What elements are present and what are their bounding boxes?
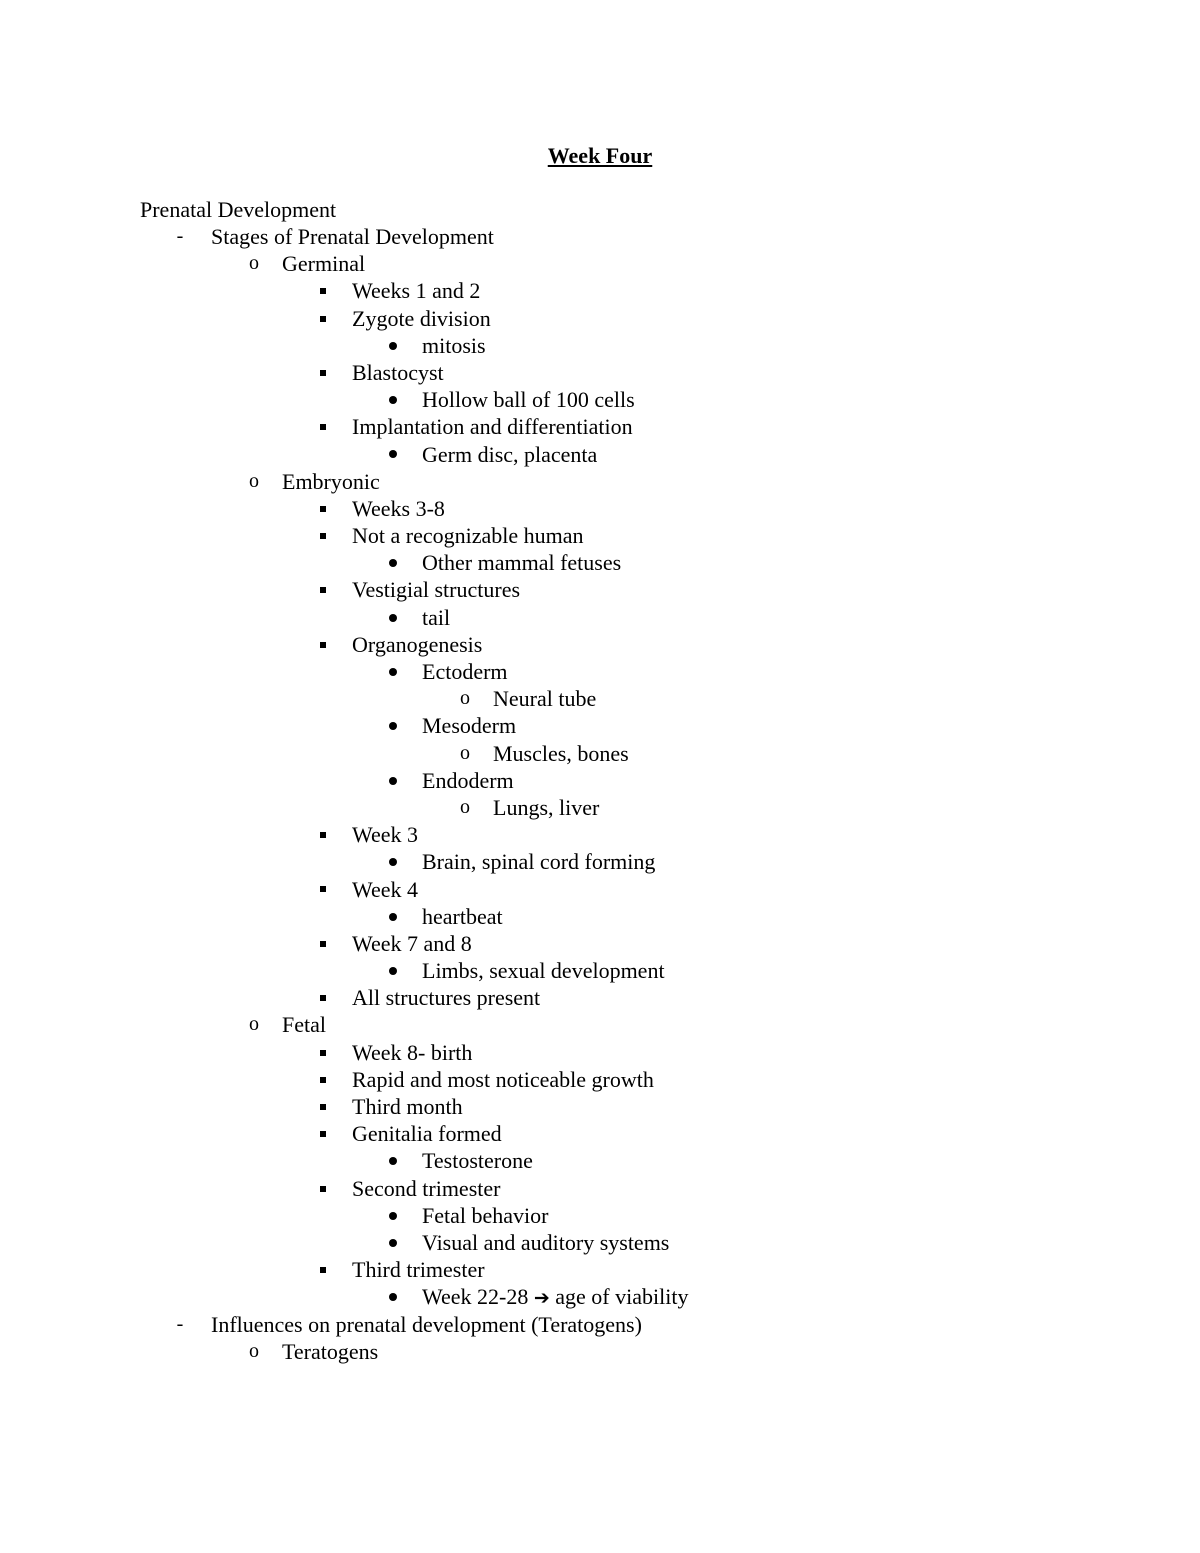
outline-item-label: Vestigial structures — [352, 577, 521, 603]
outline-item-label: Second trimester — [352, 1175, 501, 1201]
outline-item — [0, 712, 1200, 739]
outline-item-text — [422, 604, 450, 631]
outline-item-label: Week 4 — [352, 876, 419, 902]
outline-item — [0, 1311, 1200, 1338]
outline-item-text — [282, 468, 380, 495]
outline-item-label: mitosis — [422, 332, 486, 358]
circle-bullet-icon: o — [460, 741, 470, 764]
square-bullet-icon — [313, 576, 333, 603]
square-bullet-icon — [313, 413, 333, 440]
disc-bullet-icon — [383, 903, 403, 930]
outline-item — [0, 957, 1200, 984]
dash-bullet-icon: - — [176, 225, 184, 247]
outline-item — [0, 658, 1200, 685]
outline-item — [0, 1175, 1200, 1202]
right-arrow-icon: ➔ — [533, 1287, 550, 1310]
outline-item-label: Organogenesis — [352, 631, 483, 657]
outline-item-label: Muscles, bones — [493, 740, 629, 766]
outline-item — [0, 250, 1200, 277]
disc-bullet-icon — [383, 848, 403, 875]
outline-item-text — [422, 1147, 533, 1174]
outline-item-label: Germinal — [282, 251, 366, 277]
outline-item — [0, 468, 1200, 495]
outline-item-text — [422, 386, 635, 413]
outline-item-label: Genitalia formed — [352, 1121, 502, 1147]
square-bullet-icon — [313, 876, 333, 903]
dash-bullet-icon: - — [176, 1312, 184, 1335]
square-bullet-icon — [313, 1120, 333, 1147]
outline-item — [0, 441, 1200, 468]
outline-item-text — [352, 359, 444, 386]
outline-item — [0, 223, 1200, 250]
outline-item — [0, 1202, 1200, 1229]
outline-item-label: Testosterone — [422, 1148, 533, 1174]
outline-item-text — [352, 277, 480, 304]
outline-item-label: Weeks 3-8 — [352, 495, 445, 521]
outline-item — [0, 1066, 1200, 1093]
square-bullet-icon — [313, 821, 333, 848]
outline-item — [0, 359, 1200, 386]
circle-bullet-icon: o — [249, 1013, 259, 1036]
outline-item-text — [422, 712, 516, 739]
outline-item-label: Implantation and differentiation — [352, 414, 633, 440]
outline-item-label: Fetal behavior — [422, 1202, 549, 1228]
outline-item-text — [282, 250, 365, 277]
square-bullet-icon — [313, 631, 333, 658]
outline-item-label: Lungs, liver — [493, 794, 600, 820]
disc-bullet-icon — [383, 1202, 403, 1229]
outline-item-label: All structures present — [352, 985, 541, 1011]
outline-item-text — [422, 1229, 669, 1256]
section-heading: Prenatal Development — [140, 197, 337, 222]
outline-item-text — [422, 332, 486, 359]
outline-item — [0, 332, 1200, 359]
outline-item-text — [352, 576, 520, 603]
outline-item-label: Ectoderm — [422, 659, 508, 684]
circle-bullet-icon: o — [249, 469, 259, 492]
outline-item-text — [352, 522, 584, 549]
square-bullet-icon — [313, 1066, 333, 1093]
outline-item-text — [352, 930, 472, 957]
disc-bullet-icon — [383, 1147, 403, 1174]
outline-item-text — [422, 903, 503, 930]
outline-item — [0, 848, 1200, 875]
outline-item — [0, 1283, 1200, 1310]
outline-item — [0, 1039, 1200, 1066]
outline-item — [0, 495, 1200, 522]
outline-item-text — [422, 957, 665, 984]
document-title: Week Four — [547, 143, 653, 168]
outline-item-label: Neural tube — [493, 686, 597, 712]
square-bullet-icon — [313, 1039, 333, 1066]
outline-item — [0, 631, 1200, 658]
outline-item-label: Hollow ball of 100 cells — [422, 387, 635, 413]
outline-item-text — [352, 984, 540, 1011]
outline-item — [0, 1120, 1200, 1147]
outline-item-label: Not a recognizable human — [352, 523, 584, 549]
square-bullet-icon — [313, 1256, 333, 1283]
disc-bullet-icon — [383, 957, 403, 984]
outline-item — [0, 604, 1200, 631]
outline-item-text — [282, 1011, 326, 1038]
outline-item-label: Weeks 1 and 2 — [352, 278, 481, 304]
outline-item-label: Week 8- birth — [352, 1039, 473, 1065]
outline-item-label: Third month — [352, 1094, 463, 1119]
square-bullet-icon — [313, 522, 333, 549]
outline-item-label: Third trimester — [352, 1257, 485, 1283]
outline-item-label: Limbs, sexual development — [422, 958, 665, 984]
square-bullet-icon — [313, 930, 333, 957]
outline-item — [0, 821, 1200, 848]
outline-item — [0, 1256, 1200, 1283]
outline-item — [0, 576, 1200, 603]
outline-item — [0, 903, 1200, 930]
disc-bullet-icon — [383, 441, 403, 468]
disc-bullet-icon — [383, 386, 403, 413]
outline-item-text — [352, 1120, 502, 1147]
outline-item-label: Teratogens — [282, 1338, 379, 1364]
outline-item — [0, 876, 1200, 903]
outline-item-label: Week 3 — [352, 822, 419, 848]
outline-item-text — [352, 876, 418, 903]
outline-item — [0, 685, 1200, 712]
outline-item — [0, 740, 1200, 767]
circle-bullet-icon: o — [249, 1339, 259, 1362]
outline-item-label: tail — [422, 604, 451, 630]
outline-item-label: Influences on prenatal development (Teratogens) — [211, 1311, 642, 1337]
outline-item-text — [211, 223, 494, 250]
outline-item-label: Blastocyst — [352, 359, 444, 385]
square-bullet-icon — [313, 984, 333, 1011]
outline-item — [0, 1229, 1200, 1256]
outline-item — [0, 1338, 1200, 1365]
outline-item — [0, 1147, 1200, 1174]
outline-item-label: Endoderm — [422, 767, 514, 793]
outline-item-text — [282, 1338, 378, 1365]
outline-item-label: heartbeat — [422, 903, 503, 929]
square-bullet-icon — [313, 495, 333, 522]
outline-item-label: Visual and auditory systems — [422, 1229, 670, 1255]
outline-item-text — [422, 848, 655, 875]
outline-item-label: Other mammal fetuses — [422, 550, 622, 576]
outline-item-text — [352, 1093, 463, 1120]
outline-item-text — [422, 441, 597, 468]
outline-item-text — [352, 1039, 472, 1066]
outline-item-label: Stages of Prenatal Development — [211, 224, 494, 249]
square-bullet-icon — [313, 277, 333, 304]
outline-item — [0, 794, 1200, 821]
disc-bullet-icon — [383, 549, 403, 576]
outline-item — [0, 1011, 1200, 1038]
outline-item-text — [352, 305, 491, 332]
outline-item — [0, 413, 1200, 440]
outline-item — [0, 930, 1200, 957]
outline-item-text — [422, 767, 514, 794]
outline-item — [0, 984, 1200, 1011]
outline-item — [0, 305, 1200, 332]
outline-item — [0, 549, 1200, 576]
outline-item-text — [493, 740, 629, 767]
outline-item — [0, 1093, 1200, 1120]
outline-item-label: Week 22-28 — [422, 1284, 529, 1310]
outline-item-label: Brain, spinal cord forming — [422, 849, 656, 875]
outline-item — [0, 767, 1200, 794]
circle-bullet-icon: o — [460, 795, 470, 818]
outline-item-text — [352, 821, 418, 848]
outline-item-text — [493, 685, 596, 712]
disc-bullet-icon — [383, 712, 403, 739]
outline-item-text — [493, 794, 599, 821]
outline-item — [0, 386, 1200, 413]
square-bullet-icon — [313, 359, 333, 386]
disc-bullet-icon — [383, 332, 403, 359]
outline-item-label: Fetal — [282, 1012, 326, 1038]
outline-item-label: Embryonic — [282, 468, 380, 494]
disc-bullet-icon — [383, 658, 403, 685]
outline-item-label: Week 7 and 8 — [352, 930, 472, 956]
outline-item-text — [352, 631, 482, 658]
circle-bullet-icon: o — [249, 252, 259, 275]
outline-item-text — [422, 1283, 688, 1312]
outline-item — [0, 522, 1200, 549]
square-bullet-icon — [313, 1093, 333, 1120]
disc-bullet-icon — [383, 1229, 403, 1256]
disc-bullet-icon — [383, 1283, 403, 1310]
outline-item-label: Rapid and most noticeable growth — [352, 1066, 654, 1092]
outline-item-text — [352, 1256, 485, 1283]
outline-item-text — [352, 1175, 500, 1202]
outline-item-label: Germ disc, placenta — [422, 441, 598, 467]
outline-item-text — [352, 1066, 654, 1093]
outline-item-text — [422, 658, 508, 685]
circle-bullet-icon: o — [460, 687, 470, 710]
outline-item-text — [352, 413, 633, 440]
outline-item-label: Zygote division — [352, 305, 491, 331]
outline-item — [0, 277, 1200, 304]
square-bullet-icon — [313, 305, 333, 332]
outline-item-text — [211, 1311, 642, 1338]
outline-item-text — [352, 495, 445, 522]
disc-bullet-icon — [383, 604, 403, 631]
outline-item-text — [422, 1202, 548, 1229]
outline-item-label: Mesoderm — [422, 713, 517, 739]
square-bullet-icon — [313, 1175, 333, 1202]
outline-item-label-continued: age of viability — [555, 1284, 689, 1310]
disc-bullet-icon — [383, 767, 403, 794]
outline-item-text — [422, 549, 621, 576]
outline-list — [0, 223, 1200, 1365]
